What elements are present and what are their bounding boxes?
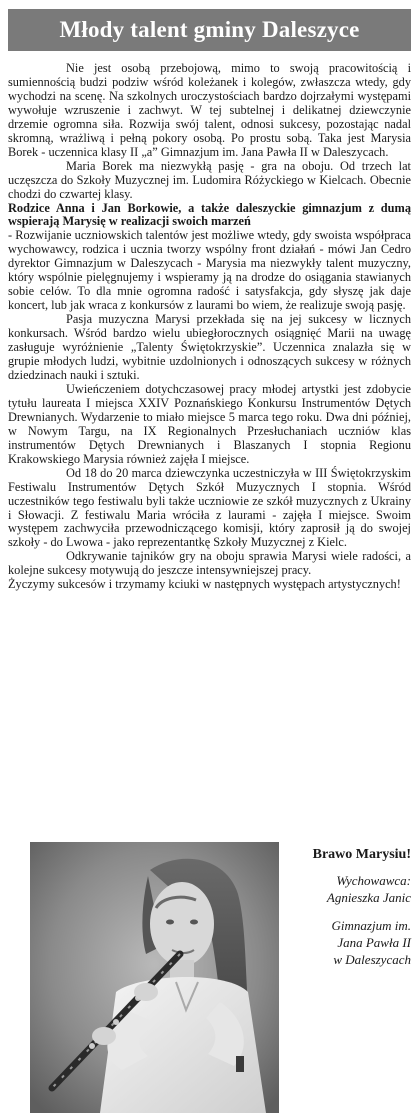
article-paragraph: Maria Borek ma niezwykłą pasję - gra na oboju. Od trzech lat uczęszcza do Szkoły Muzycznej im. Ludomira Różyckiego w Kielcach. Obecnie chodzi do czwartej klasy. — [8, 158, 411, 201]
girl-playing-oboe-photo — [30, 842, 279, 1113]
cheer-line: Brawo Marysiu! — [312, 847, 411, 862]
article-headline: Młody talent gminy Daleszyce — [59, 17, 360, 42]
article-paragraph: Uwieńczeniem dotychczasowej pracy młodej artystki jest zdobycie tytułu laureata I miejsca XXIV Poznańskiego Konkursu Instrumentów Dętych Drewnianych. Wydarzenie to miało miejsce 5 marca tego roku. Dwa dni później, w Nowym Targu, na IX Regionalnych Przesłuchaniach uczniów klas instrumentów Dętych Drewnianych i Blaszanych I stopnia Regionu Krakowskiego Marysia również zajęła I miejsce. — [8, 381, 411, 466]
school-town-line: w Daleszycach — [333, 952, 411, 967]
school-name-line: Gimnazjum im. — [331, 918, 411, 933]
author-name: Agnieszka Janic — [326, 890, 411, 905]
article-closing: Życzymy sukcesów i trzymamy kciuki w następnych występach artystycznych! — [8, 577, 401, 592]
article-signature — [281, 846, 411, 968]
article-paragraph: Pasja muzyczna Marysi przekłada się na jej sukcesy w licznych konkursach. Wśród bardzo wielu ubiegłorocznych osiągnięć Marii na uwagę zasługuje wyróżnienie „Talenty Świętokrzyskie”. Uczennica znalazła się w grupie młodych ludzi, wybitnie uzdolnionych i odnoszących sukcesy w różnych dziedzinach nauki i sztuki. — [8, 312, 411, 382]
article-paragraph: Odkrywanie tajników gry na oboju sprawia Marysi wiele radości, a kolejne sukcesy motywują do jeszcze intensywniejszej pracy. — [8, 549, 411, 578]
director-quote: - Rozwijanie uczniowskich talentów jest możliwe wtedy, gdy swoista współpraca wychowawcy, rodzica i ucznia tworzy wspólny front działań - mówi Jan Cedro dyrektor Gimnazjum w Daleszycach - Marysia ma niezwykły talent muzyczny, który wspólnie pielęgnujemy i wspieramy ją na drodze do osiągania stawianych sobie celów. To dla mnie ogromna radość i satysfakcja, gdy słyszę jak daje koncert, lub jak wraca z konkursów z laurami bo wiem, że realizuje swoją pasję. — [8, 228, 411, 313]
headline-banner — [8, 9, 411, 51]
author-role: Wychowawca: — [336, 873, 411, 888]
school-name-line: Jana Pawła II — [337, 935, 411, 950]
article-body — [8, 62, 411, 592]
article-lede: Rodzice Anna i Jan Borkowie, a także daleszyckie gimnazjum z dumą wspierają Marysię w realizacji swoich marzeń — [8, 200, 411, 229]
article-paragraph: Od 18 do 20 marca dziewczynka uczestniczyła w III Świętokrzyskim Festiwalu Instrumentów Dętych Szkół Muzycznych I stopnia. Wśród uczestników tego festiwalu byli także uczniowie ze szkół muzycznych z Ukrainy i Słowacji. Z festiwalu Maria wróciła z laurami - zajęła I miejsce. Swoim występem zachwyciła przewodniczącego komisji, który zaprosił ją do swojej szkoły - do Lwowa - jako reprezentantkę Szkoły Muzycznej z Kielc. — [8, 465, 411, 550]
article-paragraph: Nie jest osobą przebojową, mimo to swoją pracowitością i sumiennością budzi podziw wśród koleżanek i kolegów, zwłaszcza wtedy, gdy wychodzi na scenę. Na szkolnych uroczystościach bardzo dojrzałymi występami wywołuje wzruszenie i zachwyt. W tej subtelnej i delikatnej dziewczynie drzemie ogromna siła. Rozwija swój talent, odnosi sukcesy, pozostając nadal skromną, wrażliwą i pełną pokory osobą. Po prostu sobą. Taka jest Marysia Borek - uczennica klasy II „a” Gimnazjum im. Jana Pawła II w Daleszycach. — [8, 61, 411, 159]
